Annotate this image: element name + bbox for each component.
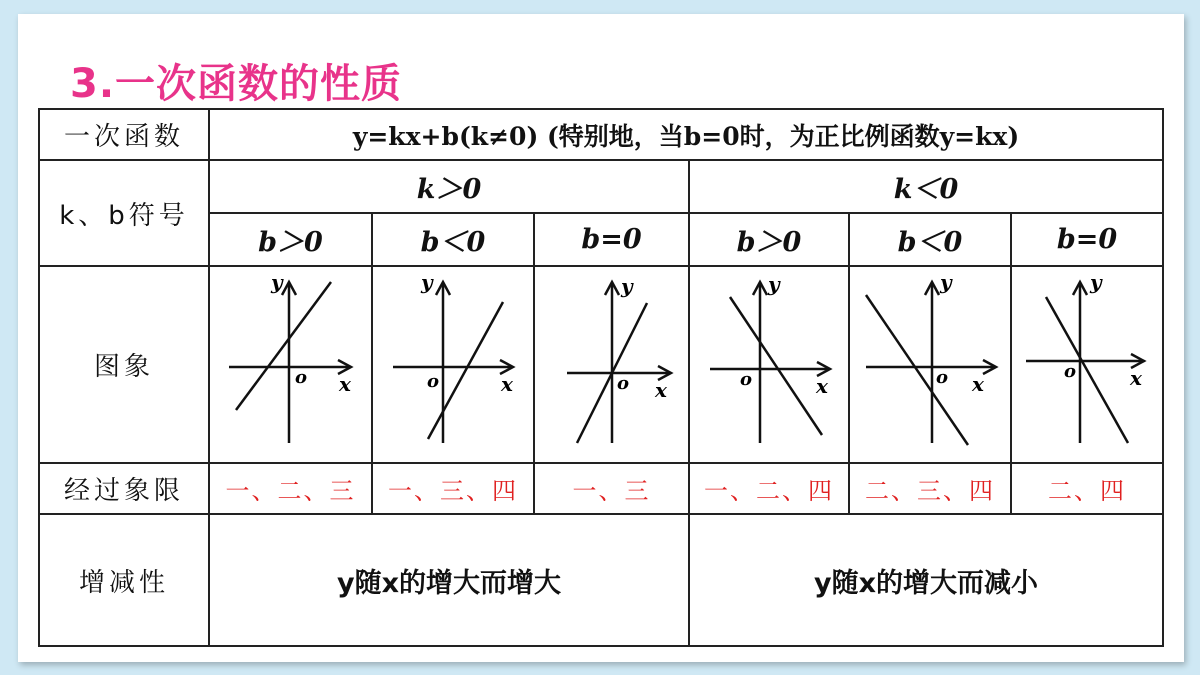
quadrants-1: 一、二、三 bbox=[209, 463, 372, 514]
b-case-3: b=0 bbox=[534, 213, 689, 266]
b-case-2: b＜0 bbox=[372, 213, 534, 266]
quadrants-5: 二、三、四 bbox=[849, 463, 1011, 514]
graph-label: 图象 bbox=[39, 266, 209, 463]
y-axis-label: y bbox=[270, 270, 283, 294]
graph-5 bbox=[850, 267, 1010, 455]
x-axis-label: x bbox=[654, 378, 667, 402]
b-case-6: b=0 bbox=[1011, 213, 1163, 266]
graph-3 bbox=[537, 267, 687, 455]
quadrants-6: 二、四 bbox=[1011, 463, 1163, 514]
graph-cell-2 bbox=[372, 266, 534, 463]
y-axis-label: y bbox=[940, 270, 952, 294]
origin-label: o bbox=[616, 373, 629, 394]
y-axis-label: y bbox=[768, 272, 780, 296]
graph-1 bbox=[211, 267, 371, 455]
graph-2 bbox=[373, 267, 533, 455]
page-title: 3.一次函数的性质 bbox=[70, 61, 403, 107]
function-expression: y=kx+b(k≠0) (特别地，当b=0时，为正比例函数y=kx) bbox=[209, 109, 1163, 160]
graph-6 bbox=[1012, 267, 1162, 455]
origin-label: o bbox=[1064, 361, 1077, 382]
origin-label: o bbox=[427, 371, 440, 392]
b-case-4: b＞0 bbox=[689, 213, 849, 266]
graph-cell-3 bbox=[534, 266, 689, 463]
k-positive-header: k＞0 bbox=[209, 160, 689, 213]
increasing-text: y随x的增大而增大 bbox=[209, 514, 689, 646]
quadrants-2: 一、三、四 bbox=[372, 463, 534, 514]
properties-table bbox=[38, 108, 1164, 647]
origin-label: o bbox=[740, 369, 753, 390]
y-axis-label: y bbox=[620, 274, 633, 298]
x-axis-label: x bbox=[816, 374, 828, 398]
graph-cell-5 bbox=[849, 266, 1011, 463]
quadrants-3: 一、三 bbox=[534, 463, 689, 514]
origin-label: o bbox=[294, 367, 307, 388]
x-axis-label: x bbox=[1130, 366, 1142, 390]
sign-label: k、b符号 bbox=[39, 160, 209, 266]
graph-cell-6 bbox=[1011, 266, 1163, 463]
decreasing-text: y随x的增大而减小 bbox=[689, 514, 1163, 646]
x-axis-label: x bbox=[501, 372, 513, 396]
y-axis-label: y bbox=[1090, 270, 1102, 294]
x-axis-label: x bbox=[338, 372, 351, 396]
k-negative-header: k＜0 bbox=[689, 160, 1163, 213]
quadrants-4: 一、二、四 bbox=[689, 463, 849, 514]
monotonic-label: 增减性 bbox=[39, 514, 209, 646]
b-case-5: b＜0 bbox=[849, 213, 1011, 266]
graph-4 bbox=[690, 267, 848, 455]
origin-label: o bbox=[936, 367, 949, 388]
function-label: 一次函数 bbox=[39, 109, 209, 160]
y-axis-label: y bbox=[421, 270, 433, 294]
b-case-1: b＞0 bbox=[209, 213, 372, 266]
x-axis-label: x bbox=[972, 372, 984, 396]
graph-cell-4 bbox=[689, 266, 849, 463]
graph-cell-1 bbox=[209, 266, 372, 463]
quadrant-label: 经过象限 bbox=[39, 463, 209, 514]
